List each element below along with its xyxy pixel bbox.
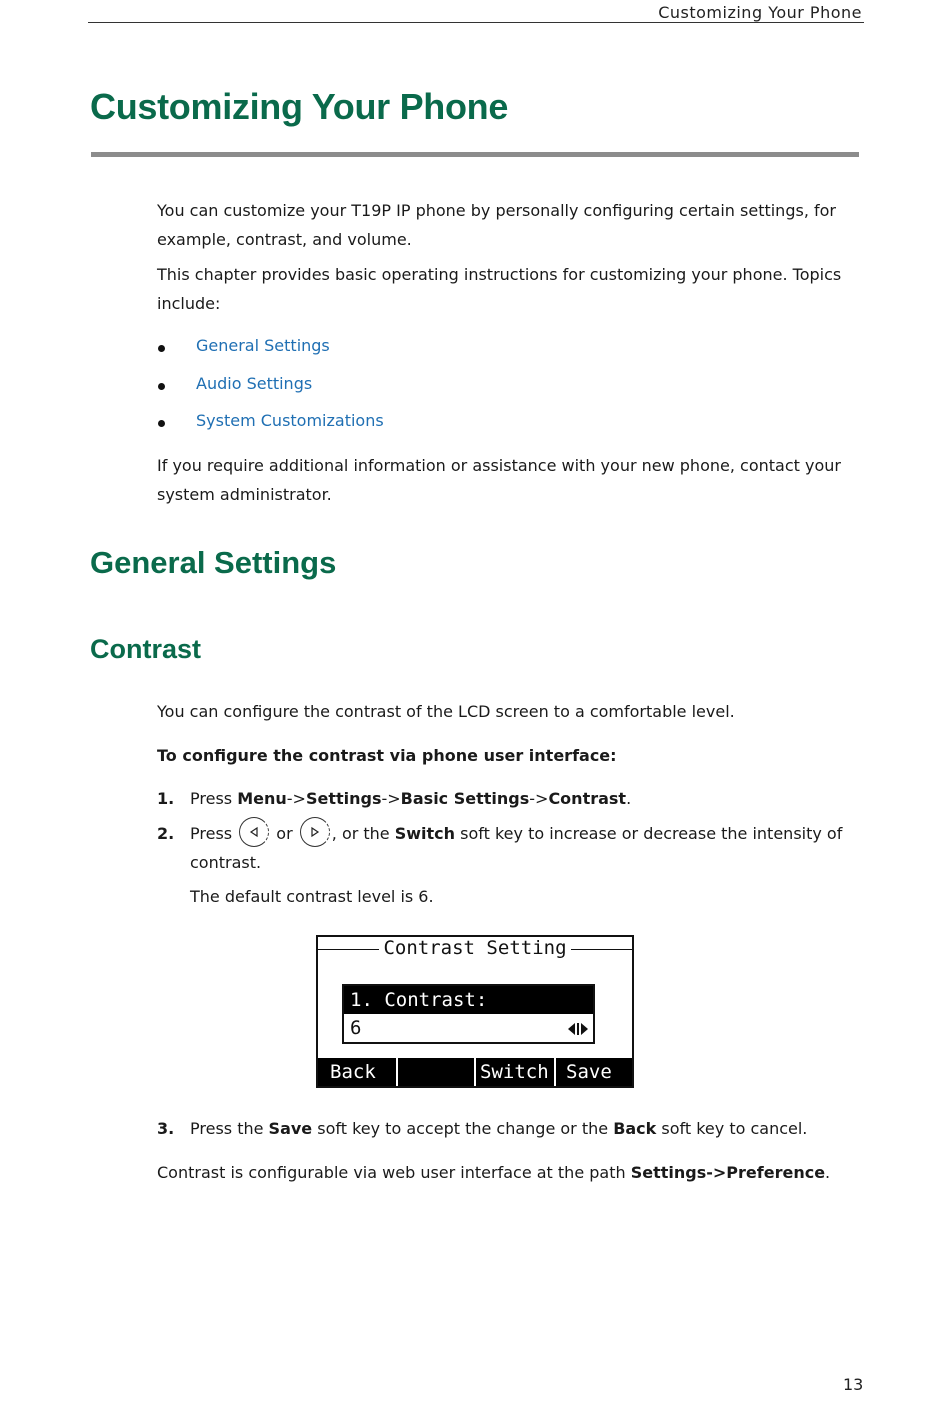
lcd-softkey-bar xyxy=(318,1058,632,1086)
running-header-text: Customizing Your Phone xyxy=(658,3,862,22)
lcd-item-value: 6 xyxy=(350,1017,362,1039)
step-number: 3. xyxy=(157,1119,175,1138)
topic-link-audio-settings[interactable]: Audio Settings xyxy=(196,374,313,393)
chapter-title: Customizing Your Phone xyxy=(90,86,509,127)
step-number: 1. xyxy=(157,789,175,808)
path-arrow: -> xyxy=(286,789,306,808)
page-number: 13 xyxy=(843,1375,864,1394)
subsection-title: Contrast xyxy=(90,634,202,664)
lcd-contrast-item xyxy=(342,984,595,1044)
bullet xyxy=(158,420,165,427)
bullet xyxy=(158,345,165,352)
step-text: or xyxy=(276,824,293,843)
assist-paragraph xyxy=(157,451,841,509)
step-text: , or the xyxy=(331,824,395,843)
step-text: Press xyxy=(190,824,233,843)
assist-line1: If you require additional information or assistance with your new phone, contact your xyxy=(157,456,841,475)
step-3 xyxy=(190,1114,807,1143)
bullet xyxy=(158,383,165,390)
running-header xyxy=(88,0,864,23)
step-number: 2. xyxy=(157,824,175,843)
left-right-arrows-icon xyxy=(567,1022,589,1036)
web-path-preference: Preference xyxy=(726,1163,826,1182)
path-arrow: -> xyxy=(381,789,401,808)
note-text: . xyxy=(825,1163,831,1182)
left-navigation-key-icon xyxy=(239,817,269,847)
back-key-name: Back xyxy=(613,1119,657,1138)
step-text: Press the xyxy=(190,1119,269,1138)
softkey-empty xyxy=(398,1058,476,1086)
lcd-title-text: Contrast Setting xyxy=(379,937,570,959)
intro-paragraph-2 xyxy=(157,260,841,318)
web-path-settings: Settings xyxy=(630,1163,707,1182)
assist-line2: system administrator. xyxy=(157,485,332,504)
path-arrow: -> xyxy=(706,1163,727,1182)
step-text: soft key to cancel. xyxy=(656,1119,808,1138)
lcd-screen xyxy=(316,935,634,1088)
default-level-note: The default contrast level is 6. xyxy=(190,887,434,906)
procedure-title: To configure the contrast via phone user interface: xyxy=(157,746,617,765)
step-text: soft key to increase or decrease the intensity of xyxy=(455,824,843,843)
topic-link-system-customizations[interactable]: System Customizations xyxy=(196,411,384,430)
topic-link-general-settings[interactable]: General Settings xyxy=(196,336,330,355)
step-text: soft key to accept the change or the xyxy=(312,1119,614,1138)
softkey-back[interactable]: Back xyxy=(318,1058,398,1086)
step-2-line2: contrast. xyxy=(190,853,262,872)
intro-p1-line1: You can customize your T19P IP phone by personally configuring certain settings, for xyxy=(157,201,836,220)
contrast-intro: You can configure the contrast of the LCD screen to a comfortable level. xyxy=(157,702,735,721)
web-ui-note xyxy=(157,1158,830,1187)
section-title: General Settings xyxy=(90,545,337,580)
menu-key-name: Menu xyxy=(237,789,287,808)
step-1 xyxy=(190,784,631,813)
path-arrow: -> xyxy=(529,789,549,808)
menu-path-settings: Settings xyxy=(305,789,382,808)
menu-path-contrast: Contrast xyxy=(548,789,627,808)
intro-paragraph-1 xyxy=(157,196,836,254)
right-navigation-key-icon xyxy=(300,817,330,847)
step-text: . xyxy=(626,789,632,808)
lcd-item-label: 1. Contrast: xyxy=(344,986,593,1014)
save-key-name: Save xyxy=(268,1119,313,1138)
intro-p2-line1: This chapter provides basic operating instructions for customizing your phone. Topics xyxy=(157,265,842,284)
softkey-save[interactable]: Save xyxy=(566,1061,612,1083)
title-rule xyxy=(91,152,859,157)
lcd-title xyxy=(318,937,632,959)
switch-key-name: Switch xyxy=(394,824,456,843)
step-2 xyxy=(190,819,842,848)
note-text: Contrast is configurable via web user interface at the path xyxy=(157,1163,631,1182)
step-text: Press xyxy=(190,789,238,808)
intro-p2-line2: include: xyxy=(157,294,221,313)
menu-path-basic-settings: Basic Settings xyxy=(400,789,530,808)
softkey-switch[interactable]: Switch xyxy=(476,1058,556,1086)
intro-p1-line2: example, contrast, and volume. xyxy=(157,230,412,249)
